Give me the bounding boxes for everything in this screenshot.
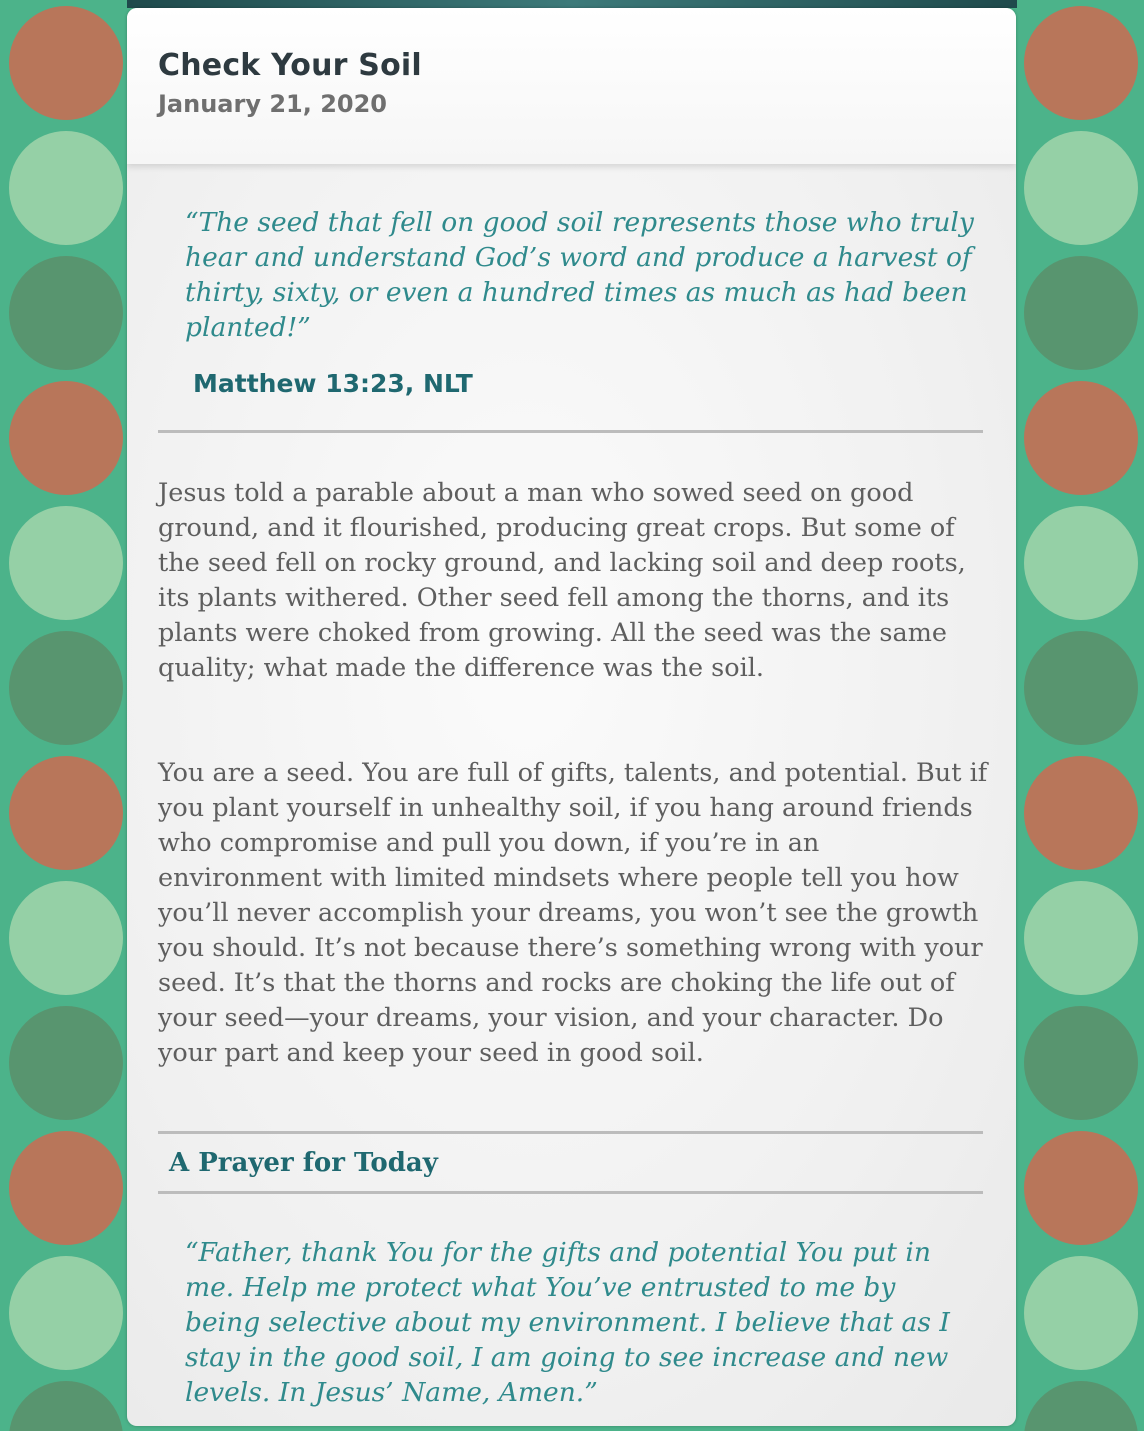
decorative-dot — [9, 1131, 123, 1245]
decorative-dot — [9, 881, 123, 995]
decorative-dot — [1024, 881, 1138, 995]
left-dot-border — [0, 0, 127, 1431]
decorative-dot — [9, 1006, 123, 1120]
decorative-dot — [9, 131, 123, 245]
devotional-card — [127, 8, 1016, 1426]
decorative-dot — [9, 756, 123, 870]
decorative-dot — [1024, 631, 1138, 745]
body-paragraph: Jesus told a parable about a man who sowed seed on good ground, and it flourished, producing great crops. But some of the seed fell on rocky ground, and lacking soil and deep roots, its plants withered. Other seed fell among the thorns, and its plants were choked from growing. All the seed was the same quality; what made the difference was the soil. — [158, 478, 966, 683]
prayer-text: “Father, thank You for the gifts and potential You put in me. Help me protect what You’ve entrusted to me by being selective about my environment. I believe that as I stay in the good soil, I am going to see increase and new levels. In Jesus’ Name, Amen.” — [185, 1237, 950, 1408]
divider — [158, 430, 983, 433]
decorative-dot — [9, 6, 123, 120]
prayer-heading: A Prayer for Today — [169, 1148, 438, 1178]
card-header — [127, 8, 1016, 164]
right-dot-border — [1017, 0, 1144, 1431]
devotional-title: Check Your Soil — [158, 48, 422, 83]
decorative-dot — [1024, 381, 1138, 495]
scripture-reference: Matthew 13:23, NLT — [193, 369, 473, 398]
scripture-quote: “The seed that fell on good soil represents those who truly hear and understand God’s word and produce a harvest of thirty, sixty, or even a hundred times as much as had been planted!” — [185, 207, 974, 343]
decorative-dot — [1024, 256, 1138, 370]
devotional-date: January 21, 2020 — [158, 90, 387, 118]
decorative-dot — [1024, 756, 1138, 870]
decorative-dot — [1024, 1381, 1138, 1431]
decorative-dot — [1024, 506, 1138, 620]
body-paragraph: You are a seed. You are full of gifts, talents, and potential. But if you plant yourself in unhealthy soil, if you hang around friends who compromise and pull you down, if you’re in an environment with limited mindsets where people tell you how you’ll never accomplish your dreams, you won’t see the growth you should. It’s not because there’s something wrong with your seed. It’s that the thorns and rocks are choking the life out of your seed—your dreams, your vision, and your character. Do your part and keep your seed in good soil. — [158, 758, 988, 1068]
top-strip — [127, 0, 1017, 8]
divider — [158, 1131, 983, 1134]
decorative-dot — [1024, 6, 1138, 120]
decorative-dot — [1024, 1131, 1138, 1245]
decorative-dot — [9, 1381, 123, 1431]
decorative-dot — [9, 631, 123, 745]
decorative-dot — [9, 381, 123, 495]
decorative-dot — [1024, 1006, 1138, 1120]
decorative-dot — [1024, 131, 1138, 245]
divider — [158, 1191, 983, 1194]
decorative-dot — [9, 256, 123, 370]
decorative-dot — [9, 506, 123, 620]
decorative-dot — [9, 1256, 123, 1370]
decorative-dot — [1024, 1256, 1138, 1370]
